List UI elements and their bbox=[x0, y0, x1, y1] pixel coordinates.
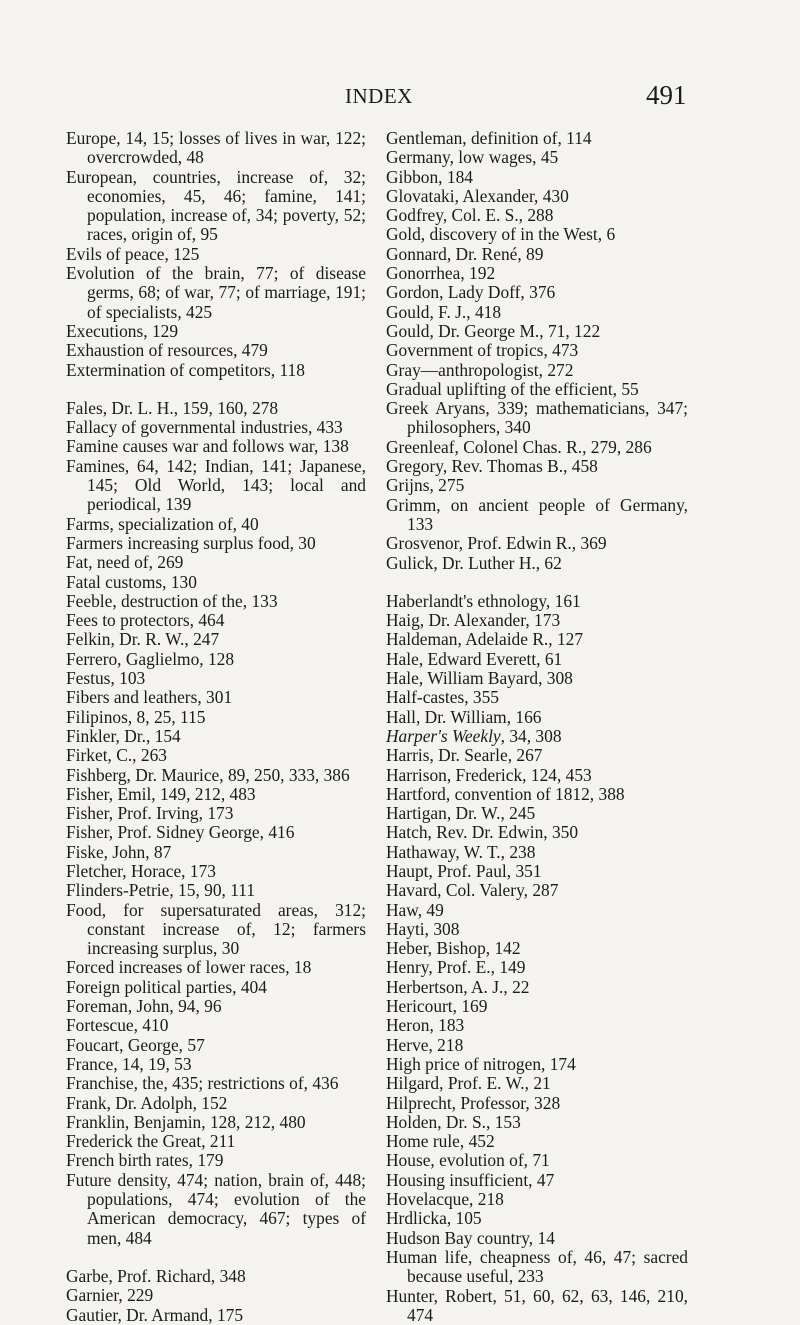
index-entry: Feeble, destruction of the, 133 bbox=[66, 590, 278, 611]
index-entry: Fees to protectors, 464 bbox=[66, 610, 225, 631]
entry-group-h-cont bbox=[386, 746, 688, 1325]
index-entry: Harris, Dr. Searle, 267 bbox=[386, 745, 543, 766]
index-column-right bbox=[386, 129, 688, 1325]
index-entry: Garnier, 229 bbox=[66, 1285, 154, 1306]
index-column-left bbox=[66, 129, 366, 1325]
index-entry: Garbe, Prof. Richard, 348 bbox=[66, 1265, 246, 1286]
index-entry: Gautier, Dr. Armand, 175 bbox=[66, 1304, 244, 1325]
index-entry: Famines, 64, 142; Indian, 141; Japanese, 145; Old World, 143; local and periodical, 139 bbox=[66, 455, 366, 515]
index-entry: Grosvenor, Prof. Edwin R., 369 bbox=[386, 533, 607, 554]
index-entry: Hilgard, Prof. E. W., 21 bbox=[386, 1073, 551, 1094]
index-entry: Herbertson, A. J., 22 bbox=[386, 976, 530, 997]
index-entry: Famine causes war and follows war, 138 bbox=[66, 436, 349, 457]
index-entry: Fisher, Prof. Irving, 173 bbox=[66, 803, 234, 824]
index-entry: Hericourt, 169 bbox=[386, 996, 488, 1017]
entry-group-g bbox=[66, 1267, 366, 1325]
index-entry: Finkler, Dr., 154 bbox=[66, 725, 181, 746]
index-entry: Firket, C., 263 bbox=[66, 745, 167, 766]
index-entry: Henry, Prof. E., 149 bbox=[386, 957, 526, 978]
index-entry: Frederick the Great, 211 bbox=[66, 1131, 236, 1152]
index-entry: Heber, Bishop, 142 bbox=[386, 938, 521, 959]
index-entry: Hayti, 308 bbox=[386, 918, 460, 939]
index-entry: France, 14, 19, 53 bbox=[66, 1053, 192, 1074]
index-entry: Holden, Dr. S., 153 bbox=[386, 1111, 521, 1132]
running-head-title: INDEX bbox=[345, 84, 413, 108]
index-entry: French birth rates, 179 bbox=[66, 1150, 224, 1171]
index-entry: Exhaustion of resources, 479 bbox=[66, 340, 268, 361]
index-entry: Festus, 103 bbox=[66, 668, 146, 689]
index-entry: Franklin, Benjamin, 128, 212, 480 bbox=[66, 1111, 306, 1132]
index-entry: High price of nitrogen, 174 bbox=[386, 1053, 576, 1074]
index-entry: Hartford, convention of 1812, 388 bbox=[386, 783, 625, 804]
index-entry: Hatch, Rev. Dr. Edwin, 350 bbox=[386, 822, 579, 843]
index-entry: Evils of peace, 125 bbox=[66, 243, 200, 264]
index-entry: Fallacy of governmental industries, 433 bbox=[66, 417, 343, 438]
index-entry: Greek Aryans, 339; mathematicians, 347; philosophers, 340 bbox=[386, 398, 688, 438]
index-entry: Hovelacque, 218 bbox=[386, 1189, 504, 1210]
index-entry: Hilprecht, Professor, 328 bbox=[386, 1092, 561, 1113]
index-entry: Extermination of competitors, 118 bbox=[66, 359, 305, 380]
index-entry: Housing insufficient, 47 bbox=[386, 1169, 555, 1190]
index-entry: House, evolution of, 71 bbox=[386, 1150, 550, 1171]
index-entry: Hunter, Robert, 51, 60, 62, 63, 146, 210, 474 bbox=[386, 1285, 688, 1325]
entry-group-g-cont bbox=[386, 129, 688, 573]
index-entry: Haw, 49 bbox=[386, 899, 444, 920]
index-entry: Hall, Dr. William, 166 bbox=[386, 706, 542, 727]
index-entry: Gould, F. J., 418 bbox=[386, 301, 502, 322]
index-entry: Executions, 129 bbox=[66, 320, 179, 341]
entry-group-f bbox=[66, 399, 366, 1248]
index-entry: Gibbon, 184 bbox=[386, 166, 473, 187]
entry-group-e bbox=[66, 129, 366, 380]
index-entry: Half-castes, 355 bbox=[386, 687, 499, 708]
index-entry: Ferrero, Gaglielmo, 128 bbox=[66, 648, 235, 669]
index-entry: Foucart, George, 57 bbox=[66, 1034, 205, 1055]
index-entry: Fisher, Prof. Sidney George, 416 bbox=[66, 822, 295, 843]
index-entry: Gonnard, Dr. René, 89 bbox=[386, 243, 544, 264]
index-entry: Haig, Dr. Alexander, 173 bbox=[386, 610, 561, 631]
index-entry: Future density, 474; nation, brain of, 448; populations, 474; evolution of the American democracy, 467; types of men, 484 bbox=[66, 1169, 366, 1248]
index-entry-harpers bbox=[386, 727, 688, 746]
index-entry: Fisher, Emil, 149, 212, 483 bbox=[66, 783, 256, 804]
index-entry: Fales, Dr. L. H., 159, 160, 278 bbox=[66, 397, 279, 418]
index-entry: Frank, Dr. Adolph, 152 bbox=[66, 1092, 228, 1113]
index-entry: Filipinos, 8, 25, 115 bbox=[66, 706, 206, 727]
group-gap bbox=[66, 1248, 366, 1267]
index-entry: Fortescue, 410 bbox=[66, 1015, 169, 1036]
index-entry: Home rule, 452 bbox=[386, 1131, 495, 1152]
index-entry: Evolution of the brain, 77; of disease germs, 68; of war, 77; of marriage, 191; of specialists, 425 bbox=[66, 263, 366, 322]
index-entry: Greenleaf, Colonel Chas. R., 279, 286 bbox=[386, 436, 652, 457]
page-header bbox=[0, 80, 800, 114]
index-entry: Foreman, John, 94, 96 bbox=[66, 996, 222, 1017]
index-entry: Godfrey, Col. E. S., 288 bbox=[386, 205, 554, 226]
index-entry: Glovataki, Alexander, 430 bbox=[386, 185, 569, 206]
index-entry: Gould, Dr. George M., 71, 122 bbox=[386, 320, 601, 341]
entry-pages: , 34, 308 bbox=[500, 725, 562, 746]
index-entry: Fatal customs, 130 bbox=[66, 571, 197, 592]
index-entry: Fibers and leathers, 301 bbox=[66, 687, 233, 708]
entry-group-h bbox=[386, 592, 688, 727]
periodical-title: Harper's Weekly bbox=[386, 725, 501, 746]
group-gap bbox=[66, 380, 366, 399]
index-entry: Felkin, Dr. R. W., 247 bbox=[66, 629, 220, 650]
index-entry: Fiske, John, 87 bbox=[66, 841, 172, 862]
index-entry: Haberlandt's ethnology, 161 bbox=[386, 590, 581, 611]
group-gap bbox=[386, 573, 688, 592]
index-entry: Forced increases of lower races, 18 bbox=[66, 957, 312, 978]
index-entry: Hale, William Bayard, 308 bbox=[386, 668, 573, 689]
index-entry: European, countries, increase of, 32; economies, 45, 46; famine, 141; population, increase of, 34; poverty, 52; races, origin of, 95 bbox=[66, 166, 366, 245]
index-entry: Gentleman, definition of, 114 bbox=[386, 128, 592, 148]
index-entry: Heron, 183 bbox=[386, 1015, 465, 1036]
index-entry: Fletcher, Horace, 173 bbox=[66, 860, 216, 881]
index-entry: Farms, specialization of, 40 bbox=[66, 513, 259, 534]
index-entry: Fat, need of, 269 bbox=[66, 552, 184, 573]
index-entry: Fishberg, Dr. Maurice, 89, 250, 333, 386 bbox=[66, 764, 350, 785]
index-entry: Haupt, Prof. Paul, 351 bbox=[386, 860, 542, 881]
index-entry: Gray—anthropologist, 272 bbox=[386, 359, 574, 380]
index-entry: Gold, discovery of in the West, 6 bbox=[386, 224, 616, 245]
index-entry: Haldeman, Adelaide R., 127 bbox=[386, 629, 584, 650]
index-entry: Farmers increasing surplus food, 30 bbox=[66, 532, 316, 553]
index-entry: Human life, cheapness of, 46, 47; sacred because useful, 233 bbox=[386, 1246, 688, 1287]
index-entry: Herve, 218 bbox=[386, 1034, 464, 1055]
index-entry: Havard, Col. Valery, 287 bbox=[386, 880, 559, 901]
index-entry: Gordon, Lady Doff, 376 bbox=[386, 282, 556, 303]
index-entry: Foreign political parties, 404 bbox=[66, 976, 267, 997]
index-entry: Hrdlicka, 105 bbox=[386, 1208, 482, 1229]
index-entry: Europe, 14, 15; losses of lives in war, 122; overcrowded, 48 bbox=[66, 128, 366, 168]
index-entry: Gulick, Dr. Luther H., 62 bbox=[386, 552, 562, 573]
index-entry: Gradual uplifting of the efficient, 55 bbox=[386, 378, 639, 399]
index-entry: Flinders-Petrie, 15, 90, 111 bbox=[66, 880, 256, 901]
index-entry: Hale, Edward Everett, 61 bbox=[386, 648, 563, 669]
index-entry: Food, for supersaturated areas, 312; constant increase of, 12; farmers increasing surplus, 30 bbox=[66, 899, 366, 959]
index-entry: Government of tropics, 473 bbox=[386, 340, 579, 361]
index-entry: Hathaway, W. T., 238 bbox=[386, 841, 536, 862]
index-entry: Hudson Bay country, 14 bbox=[386, 1227, 555, 1248]
index-entry: Germany, low wages, 45 bbox=[386, 147, 559, 168]
index-entry: Grijns, 275 bbox=[386, 475, 465, 496]
index-entry: Gregory, Rev. Thomas B., 458 bbox=[386, 456, 598, 477]
index-entry: Grimm, on ancient people of Germany, 133 bbox=[386, 494, 688, 534]
index-entry: Franchise, the, 435; restrictions of, 436 bbox=[66, 1073, 339, 1094]
index-entry: Gonorrhea, 192 bbox=[386, 263, 496, 284]
page-number: 491 bbox=[646, 80, 687, 110]
index-entry: Harrison, Frederick, 124, 453 bbox=[386, 764, 592, 785]
index-entry: Hartigan, Dr. W., 245 bbox=[386, 803, 536, 824]
